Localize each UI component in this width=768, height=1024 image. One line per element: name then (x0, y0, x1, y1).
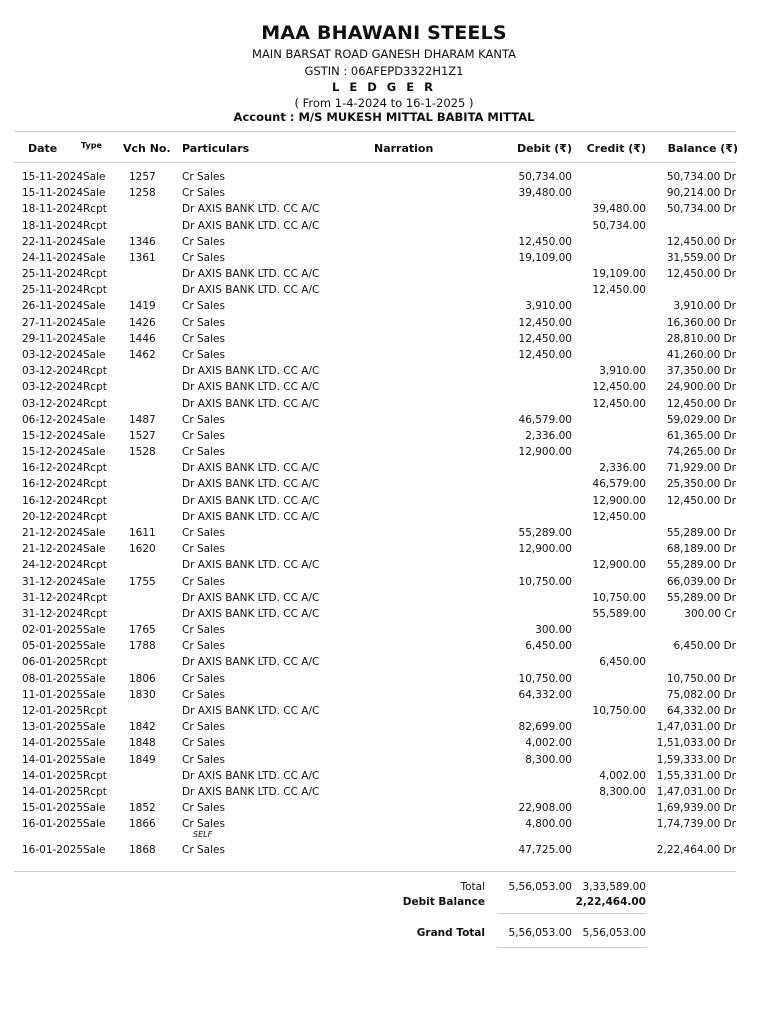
row-particulars: Cr Sales (182, 753, 225, 766)
row-vch-no: 1527 (129, 429, 156, 442)
row-type: Rcpt (83, 704, 107, 717)
row-type: Rcpt (83, 462, 107, 475)
table-row (0, 349, 768, 365)
row-particulars: Dr AXIS BANK LTD. CC A/C (182, 510, 320, 523)
table-row (0, 770, 768, 786)
row-date: 06-12-2024 (22, 413, 84, 426)
row-debit: 50,734.00 (518, 171, 572, 183)
row-debit: 55,289.00 (518, 527, 572, 539)
row-balance: 28,810.00 Dr (666, 332, 736, 345)
row-vch-no: 1849 (129, 753, 156, 766)
row-particulars: Cr Sales (182, 688, 225, 701)
table-row (0, 673, 768, 689)
row-date: 03-12-2024 (22, 365, 84, 378)
row-balance: 6,450.00 Dr (673, 640, 736, 653)
table-row (0, 786, 768, 802)
table-row (0, 559, 768, 575)
row-credit: 12,900.00 (592, 559, 646, 572)
row-particulars: Cr Sales (182, 737, 225, 750)
row-balance: 66,039.00 Dr (666, 575, 736, 588)
row-debit: 39,480.00 (518, 187, 572, 200)
row-particulars: Dr AXIS BANK LTD. CC A/C (182, 462, 320, 475)
row-balance: 1,59,333.00 Dr (656, 753, 736, 766)
row-date: 14-01-2025 (22, 753, 84, 766)
row-credit: 46,579.00 (592, 478, 646, 491)
row-type: Sale (83, 300, 106, 313)
table-row (0, 171, 768, 187)
period: ( From 1-4-2024 to 16-1-2025 ) (294, 96, 474, 110)
row-type: Sale (83, 721, 106, 734)
row-balance: 1,74,739.00 Dr (656, 818, 736, 831)
col-narration: Narration (374, 142, 434, 155)
row-type: Sale (83, 624, 106, 636)
row-balance: 24,900.00 Dr (666, 381, 736, 394)
row-type: Rcpt (83, 365, 107, 378)
company-name: MAA BHAWANI STEELS (261, 22, 507, 44)
row-particulars: Dr AXIS BANK LTD. CC A/C (182, 381, 320, 394)
row-balance: 1,47,031.00 Dr (656, 785, 736, 798)
row-credit: 4,002.00 (599, 769, 646, 782)
row-balance: 1,69,939.00 Dr (656, 802, 736, 814)
row-date: 24-11-2024 (22, 251, 84, 264)
row-particulars: Dr AXIS BANK LTD. CC A/C (182, 656, 320, 669)
row-balance: 55,289.00 Dr (666, 591, 736, 604)
table-row (0, 398, 768, 414)
table-row (0, 365, 768, 381)
table-row (0, 592, 768, 608)
table-row (0, 414, 768, 430)
row-vch-no: 1806 (129, 672, 156, 685)
row-vch-no: 1528 (129, 446, 156, 459)
row-particulars: Cr Sales (182, 332, 225, 345)
row-type: Sale (83, 251, 106, 264)
col-particulars: Particulars (182, 142, 250, 155)
row-date: 02-01-2025 (22, 624, 84, 636)
table-row (0, 317, 768, 333)
row-debit: 12,450.00 (518, 349, 572, 361)
row-type: Rcpt (83, 397, 107, 410)
row-date: 21-12-2024 (22, 543, 84, 556)
row-type: Rcpt (83, 607, 107, 620)
row-debit: 46,579.00 (518, 413, 572, 426)
row-credit: 12,450.00 (592, 381, 646, 394)
row-vch-no: 1462 (129, 349, 156, 361)
row-vch-no: 1257 (129, 171, 156, 183)
row-balance: 50,734.00 Dr (666, 203, 736, 216)
row-type: Rcpt (83, 591, 107, 604)
row-debit: 2,336.00 (525, 429, 572, 442)
table-row (0, 844, 768, 860)
table-row (0, 624, 768, 640)
row-credit: 3,910.00 (599, 365, 646, 378)
row-debit: 3,910.00 (525, 300, 572, 313)
row-date: 15-12-2024 (22, 446, 84, 459)
row-credit: 50,734.00 (592, 219, 646, 232)
row-balance: 55,289.00 Dr (666, 527, 736, 539)
row-date: 11-01-2025 (22, 688, 84, 701)
row-balance: 71,929.00 Dr (666, 462, 736, 475)
row-particulars: Cr Sales (182, 624, 225, 636)
row-balance: 3,910.00 Dr (673, 300, 736, 313)
row-date: 16-12-2024 (22, 478, 84, 491)
row-date: 16-12-2024 (22, 494, 84, 507)
row-type: Sale (83, 446, 106, 459)
row-particulars: Cr Sales (182, 429, 225, 442)
row-particulars: Dr AXIS BANK LTD. CC A/C (182, 219, 320, 232)
row-credit: 10,750.00 (592, 704, 646, 717)
table-row (0, 527, 768, 543)
table-row (0, 721, 768, 737)
row-particulars: Cr Sales (182, 251, 225, 264)
grand-total-label: Grand Total (416, 927, 485, 939)
table-row (0, 333, 768, 349)
row-balance: 25,350.00 Dr (666, 478, 736, 491)
row-particulars: Dr AXIS BANK LTD. CC A/C (182, 478, 320, 491)
table-row (0, 511, 768, 527)
row-credit: 39,480.00 (592, 203, 646, 216)
col-debit: Debit (₹) (516, 142, 572, 155)
row-date: 03-12-2024 (22, 381, 84, 394)
row-date: 16-12-2024 (22, 462, 84, 475)
grand-total-credit: 5,56,053.00 (582, 927, 646, 939)
row-type: Rcpt (83, 219, 107, 232)
row-vch-no: 1419 (129, 300, 156, 313)
row-credit: 2,336.00 (599, 462, 646, 475)
row-balance: 50,734.00 Dr (666, 171, 736, 183)
row-balance: 74,265.00 Dr (666, 446, 736, 459)
row-credit: 6,450.00 (599, 656, 646, 669)
row-date: 06-01-2025 (22, 656, 84, 669)
table-row (0, 300, 768, 316)
row-date: 31-12-2024 (22, 591, 84, 604)
row-vch-no: 1765 (129, 624, 156, 636)
table-row (0, 754, 768, 770)
row-type: Rcpt (83, 510, 107, 523)
row-credit: 12,450.00 (592, 397, 646, 410)
row-balance: 68,189.00 Dr (666, 543, 736, 556)
gstin: GSTIN : 06AFEPD3322H1Z1 (304, 64, 464, 78)
row-date: 25-11-2024 (22, 268, 84, 281)
row-type: Sale (83, 575, 106, 588)
row-debit: 22,908.00 (518, 802, 572, 814)
table-bottom-divider (14, 871, 736, 872)
row-balance: 75,082.00 Dr (666, 688, 736, 701)
row-type: Sale (83, 543, 106, 556)
row-date: 13-01-2025 (22, 721, 84, 734)
row-balance: 12,450.00 Dr (666, 235, 736, 248)
table-row (0, 284, 768, 300)
total-label: Total (460, 881, 485, 893)
row-vch-no: 1830 (129, 688, 156, 701)
company-address: MAIN BARSAT ROAD GANESH DHARAM KANTA (252, 47, 516, 61)
row-balance: 1,51,033.00 Dr (656, 737, 736, 750)
row-particulars: Dr AXIS BANK LTD. CC A/C (182, 268, 320, 281)
row-debit: 12,900.00 (518, 446, 572, 459)
row-date: 20-12-2024 (22, 510, 84, 523)
table-row (0, 818, 768, 834)
row-date: 05-01-2025 (22, 640, 84, 653)
total-debit: 5,56,053.00 (508, 881, 572, 893)
row-date: 16-01-2025 (22, 818, 84, 831)
row-date: 25-11-2024 (22, 284, 84, 297)
table-row (0, 640, 768, 656)
row-type: Rcpt (83, 203, 107, 216)
row-date: 27-11-2024 (22, 316, 84, 329)
row-date: 31-12-2024 (22, 607, 84, 620)
row-date: 21-12-2024 (22, 527, 84, 539)
header-top-divider (14, 131, 736, 132)
table-row (0, 430, 768, 446)
row-type: Rcpt (83, 381, 107, 394)
table-row (0, 495, 768, 511)
row-particulars: Cr Sales (182, 349, 225, 361)
row-date: 31-12-2024 (22, 575, 84, 588)
row-particulars: Dr AXIS BANK LTD. CC A/C (182, 365, 320, 378)
row-type: Sale (83, 349, 106, 361)
row-vch-no: 1487 (129, 413, 156, 426)
row-date: 18-11-2024 (22, 219, 84, 232)
row-debit: 12,450.00 (518, 316, 572, 329)
row-vch-no: 1620 (129, 543, 156, 556)
row-type: Sale (83, 753, 106, 766)
row-particulars: Cr Sales (182, 527, 225, 539)
row-particulars: Cr Sales (182, 721, 225, 734)
row-balance: 41,260.00 Dr (666, 349, 736, 361)
col-vch: Vch No. (123, 142, 171, 155)
row-type: Sale (83, 527, 106, 539)
row-type: Sale (83, 844, 106, 857)
row-debit: 82,699.00 (518, 721, 572, 734)
row-particulars: Dr AXIS BANK LTD. CC A/C (182, 769, 320, 782)
row-date: 15-11-2024 (22, 187, 84, 200)
table-row (0, 203, 768, 219)
row-type: Rcpt (83, 559, 107, 572)
row-credit: 10,750.00 (592, 591, 646, 604)
row-credit: 12,900.00 (592, 494, 646, 507)
row-type: Rcpt (83, 478, 107, 491)
row-type: Sale (83, 640, 106, 653)
row-particulars: Cr Sales (182, 543, 225, 556)
table-row (0, 236, 768, 252)
row-vch-no: 1848 (129, 737, 156, 750)
row-particulars: Cr Sales (182, 171, 225, 183)
row-balance: 31,559.00 Dr (666, 251, 736, 264)
row-debit: 10,750.00 (518, 575, 572, 588)
row-type: Rcpt (83, 656, 107, 669)
row-vch-no: 1788 (129, 640, 156, 653)
row-particulars: Cr Sales (182, 818, 225, 831)
row-balance: 61,365.00 Dr (666, 429, 736, 442)
row-type: Rcpt (83, 494, 107, 507)
row-type: Sale (83, 413, 106, 426)
row-debit: 47,725.00 (518, 844, 572, 857)
row-debit: 19,109.00 (518, 251, 572, 264)
row-type: Rcpt (83, 284, 107, 297)
table-row (0, 608, 768, 624)
row-particulars: Cr Sales (182, 446, 225, 459)
header-bottom-divider (14, 162, 736, 163)
table-row (0, 187, 768, 203)
row-balance: 64,332.00 Dr (666, 704, 736, 717)
row-credit: 12,450.00 (592, 284, 646, 297)
row-particulars: Dr AXIS BANK LTD. CC A/C (182, 284, 320, 297)
row-type: Sale (83, 802, 106, 814)
row-particulars: Cr Sales (182, 672, 225, 685)
row-debit: 12,450.00 (518, 332, 572, 345)
row-date: 15-11-2024 (22, 171, 84, 183)
debit-balance-value: 2,22,464.00 (575, 896, 646, 908)
row-balance: 12,450.00 Dr (666, 494, 736, 507)
row-balance: 12,450.00 Dr (666, 397, 736, 410)
row-type: Sale (83, 187, 106, 200)
table-row (0, 656, 768, 672)
row-date: 14-01-2025 (22, 769, 84, 782)
row-debit: 12,900.00 (518, 543, 572, 556)
row-balance: 300.00 Cr (684, 607, 736, 620)
row-type: Rcpt (83, 268, 107, 281)
col-date: Date (28, 142, 58, 155)
row-type: Sale (83, 818, 106, 831)
row-type: Rcpt (83, 785, 107, 798)
table-row (0, 576, 768, 592)
row-particulars: Cr Sales (182, 235, 225, 248)
row-balance: 55,289.00 Dr (666, 559, 736, 572)
row-date: 15-01-2025 (22, 802, 84, 814)
row-debit: 12,450.00 (518, 235, 572, 248)
row-credit: 55,589.00 (592, 607, 646, 620)
row-date: 08-01-2025 (22, 672, 84, 685)
row-date: 26-11-2024 (22, 300, 84, 313)
row-vch-no: 1842 (129, 721, 156, 734)
row-vch-no: 1868 (129, 844, 156, 857)
row-particulars: Dr AXIS BANK LTD. CC A/C (182, 203, 320, 216)
row-date: 14-01-2025 (22, 737, 84, 750)
col-balance: Balance (₹) (667, 142, 738, 155)
row-particulars: Dr AXIS BANK LTD. CC A/C (182, 785, 320, 798)
row-date: 29-11-2024 (22, 332, 84, 345)
row-balance: 2,22,464.00 Dr (656, 844, 736, 857)
row-date: 16-01-2025 (22, 844, 84, 857)
row-particulars: Dr AXIS BANK LTD. CC A/C (182, 494, 320, 507)
row-type: Sale (83, 235, 106, 248)
document-title: L E D G E R (332, 80, 436, 94)
row-particulars: Dr AXIS BANK LTD. CC A/C (182, 591, 320, 604)
row-type: Sale (83, 171, 106, 183)
row-balance: 1,47,031.00 Dr (656, 721, 736, 734)
row-particulars: Dr AXIS BANK LTD. CC A/C (182, 397, 320, 410)
row-balance: 90,214.00 Dr (666, 187, 736, 200)
row-date: 18-11-2024 (22, 203, 84, 216)
row-type: Sale (83, 316, 106, 329)
row-particulars: Cr Sales (182, 413, 225, 426)
row-vch-no: 1446 (129, 332, 156, 345)
row-vch-no: 1258 (129, 187, 156, 200)
row-credit: 19,109.00 (592, 268, 646, 281)
row-type: Sale (83, 737, 106, 750)
row-particulars: Cr Sales (182, 300, 225, 313)
table-row (0, 689, 768, 705)
row-debit: 64,332.00 (518, 688, 572, 701)
row-type: Sale (83, 332, 106, 345)
row-credit: 8,300.00 (599, 785, 646, 798)
row-debit: 10,750.00 (518, 672, 572, 685)
row-balance: 37,350.00 Dr (666, 365, 736, 378)
row-vch-no: 1361 (129, 251, 156, 264)
row-particulars: Dr AXIS BANK LTD. CC A/C (182, 704, 320, 717)
row-debit: 300.00 (535, 624, 572, 636)
grand-total-divider (497, 947, 647, 948)
row-type: Sale (83, 429, 106, 442)
row-date: 15-12-2024 (22, 429, 84, 442)
row-balance: 12,450.00 Dr (666, 268, 736, 281)
row-balance: 59,029.00 Dr (666, 413, 736, 426)
row-debit: 6,450.00 (525, 640, 572, 653)
table-row (0, 446, 768, 462)
row-vch-no: 1611 (129, 527, 156, 539)
row-particulars: Cr Sales (182, 802, 225, 814)
table-row (0, 705, 768, 721)
table-row (0, 478, 768, 494)
row-date: 03-12-2024 (22, 397, 84, 410)
row-particulars: Cr Sales (182, 640, 225, 653)
row-date: 03-12-2024 (22, 349, 84, 361)
row-particulars: Cr Sales (182, 575, 225, 588)
col-type: Type (81, 141, 102, 150)
row-balance: 1,55,331.00 Dr (656, 769, 736, 782)
row-particulars: Cr Sales (182, 316, 225, 329)
table-row (0, 737, 768, 753)
row-balance: 10,750.00 Dr (666, 672, 736, 685)
row-type: Rcpt (83, 769, 107, 782)
row-vch-no: 1426 (129, 316, 156, 329)
table-row (0, 268, 768, 284)
narration-note: SELF (193, 830, 213, 839)
row-vch-no: 1852 (129, 802, 156, 814)
grand-total-debit: 5,56,053.00 (508, 927, 572, 939)
row-date: 12-01-2025 (22, 704, 84, 717)
row-credit: 12,450.00 (592, 510, 646, 523)
table-row (0, 252, 768, 268)
row-particulars: Dr AXIS BANK LTD. CC A/C (182, 559, 320, 572)
debit-balance-label: Debit Balance (402, 896, 485, 908)
table-row (0, 462, 768, 478)
row-date: 24-12-2024 (22, 559, 84, 572)
table-row (0, 220, 768, 236)
col-credit: Credit (₹) (586, 142, 646, 155)
row-balance: 16,360.00 Dr (666, 316, 736, 329)
table-row (0, 543, 768, 559)
table-row (0, 381, 768, 397)
row-vch-no: 1755 (129, 575, 156, 588)
table-row (0, 802, 768, 818)
account-name: Account : M/S MUKESH MITTAL BABITA MITTAL (233, 110, 535, 124)
row-date: 22-11-2024 (22, 235, 84, 248)
row-debit: 4,002.00 (525, 737, 572, 750)
row-type: Sale (83, 672, 106, 685)
row-debit: 4,800.00 (525, 818, 572, 831)
row-type: Sale (83, 688, 106, 701)
totals-divider (497, 913, 647, 914)
row-vch-no: 1866 (129, 818, 156, 831)
total-credit: 3,33,589.00 (582, 881, 646, 893)
row-particulars: Cr Sales (182, 844, 225, 857)
row-particulars: Cr Sales (182, 187, 225, 200)
row-particulars: Dr AXIS BANK LTD. CC A/C (182, 607, 320, 620)
row-date: 14-01-2025 (22, 785, 84, 798)
row-debit: 8,300.00 (525, 753, 572, 766)
row-vch-no: 1346 (129, 235, 156, 248)
